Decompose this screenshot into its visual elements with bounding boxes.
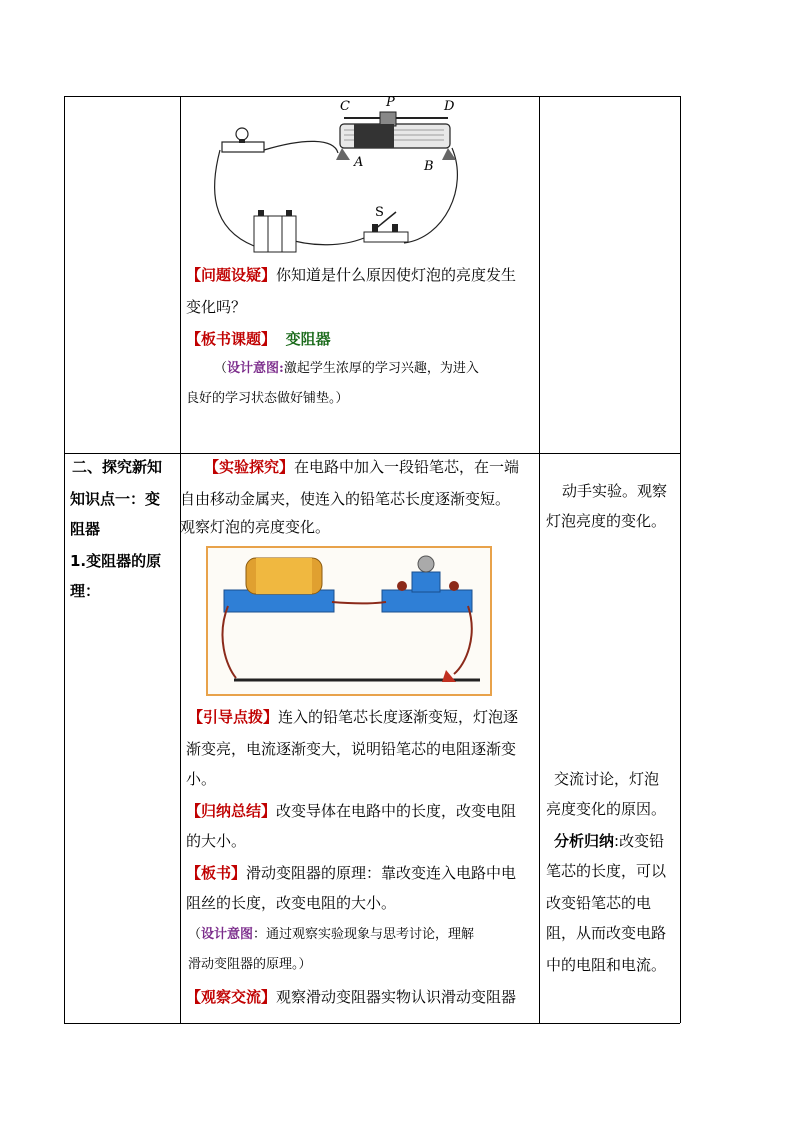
question-paragraph (186, 262, 516, 288)
observe-line-1: 观察滑动变阻器实物认识滑动变阻器 (276, 988, 517, 1006)
guide-line-2: 渐变亮，电流逐渐变大，说明铅笔芯的电阻逐渐变 (186, 740, 517, 758)
analysis-tag: 分析归纳 (554, 832, 615, 850)
column-divider-1 (180, 96, 181, 1023)
analysis-line-4: 阻，从而改变电路 (546, 924, 667, 942)
label-s: S (375, 205, 384, 220)
board-line-1: 滑动变阻器的原理：靠改变连入电路中电 (246, 864, 517, 882)
section-title-line-4: 1.变阻器的原 (70, 552, 162, 570)
guide-line-1: 连入的铅笔芯长度逐渐变短，灯泡逐 (278, 708, 519, 726)
section-title-line-5: 理： (70, 582, 101, 600)
question-line-1: 你知道是什么原因使灯泡的亮度发生 (276, 266, 517, 284)
column-divider-2 (539, 96, 540, 1023)
label-b: B (424, 159, 434, 174)
analysis-line-5: 中的电阻和电流。 (546, 956, 667, 974)
design-intent-2 (188, 922, 474, 948)
battery-icon (254, 210, 296, 252)
student-activity-2-line-2: 亮度变化的原因。 (546, 800, 667, 818)
observe-tag: 【观察交流】 (186, 988, 277, 1006)
experiment-line-2: 自由移动金属夹，使连入的铅笔芯长度逐渐变短。 (180, 490, 511, 508)
design-intent-tag-2: 设计意图 (201, 927, 254, 942)
label-p: P (386, 95, 395, 110)
analysis-line-2: 笔芯的长度，可以 (546, 862, 667, 880)
section-title-line-3: 阻器 (70, 520, 101, 538)
lesson-table (64, 96, 680, 1023)
design-intent-1 (214, 356, 479, 382)
experiment-paragraph (204, 454, 519, 480)
label-d: D (444, 99, 455, 114)
lamp-icon (222, 128, 264, 152)
table-border-left (64, 96, 65, 1023)
summary-tag: 【归纳总结】 (186, 802, 277, 820)
experiment-line-1: 在电路中加入一段铅笔芯，在一端 (294, 458, 520, 476)
guide-paragraph (188, 704, 518, 730)
label-c: C (340, 99, 350, 114)
section-title-line-1: 二、探究新知 (72, 458, 163, 476)
design-intent-2-line-2: 滑动变阻器的原理。） (188, 957, 312, 972)
student-activity-1-line-2: 灯泡亮度的变化。 (546, 512, 667, 530)
design-intent-line-2: 良好的学习状态做好铺垫。） (186, 391, 349, 406)
summary-line-1: 改变导体在电路中的长度，改变电阻 (276, 802, 517, 820)
observe-paragraph (186, 984, 516, 1010)
board-topic-tag: 【板书课题】 (186, 330, 277, 348)
board-tag: 【板书】 (186, 864, 247, 882)
board-paragraph (186, 860, 516, 886)
pencil-lead-experiment-photo (206, 546, 492, 696)
summary-paragraph (186, 798, 516, 824)
analysis-line-3: 改变铅笔芯的电 (546, 894, 652, 912)
board-line-2: 阻丝的长度，改变电阻的大小。 (186, 894, 397, 912)
switch-icon (364, 212, 408, 242)
table-border-right (680, 96, 681, 1023)
design-open-paren: （ (214, 361, 228, 376)
design-intent-tag: 设计意图: (227, 361, 284, 376)
guide-line-3: 小。 (186, 770, 217, 788)
question-line-2: 变化吗？ (186, 298, 247, 316)
experiment-tag: 【实验探究】 (204, 458, 295, 476)
analysis-line-1: :改变铅 (614, 832, 665, 850)
table-border-top (64, 96, 680, 97)
summary-line-2: 的大小。 (186, 832, 247, 850)
analysis-paragraph (554, 828, 664, 854)
section-title-line-2: 知识点一：变 (70, 490, 161, 508)
board-topic-paragraph (186, 326, 331, 352)
student-activity-1-line-1: 动手实验。观察 (562, 482, 668, 500)
design-open-paren-2: （ (188, 927, 202, 942)
guide-tag: 【引导点拨】 (188, 708, 279, 726)
label-a: A (354, 155, 364, 170)
student-activity-2-line-1: 交流讨论，灯泡 (554, 770, 660, 788)
design-intent-line-1: 激起学生浓厚的学习兴趣，为进入 (283, 361, 479, 376)
question-tag: 【问题设疑】 (186, 266, 277, 284)
table-border-bottom (64, 1023, 680, 1024)
design-intent-2-line-1: ：通过观察实验现象与思考讨论，理解 (253, 927, 475, 942)
board-topic: 变阻器 (285, 330, 331, 348)
experiment-line-3: 观察灯泡的亮度变化。 (180, 518, 331, 536)
